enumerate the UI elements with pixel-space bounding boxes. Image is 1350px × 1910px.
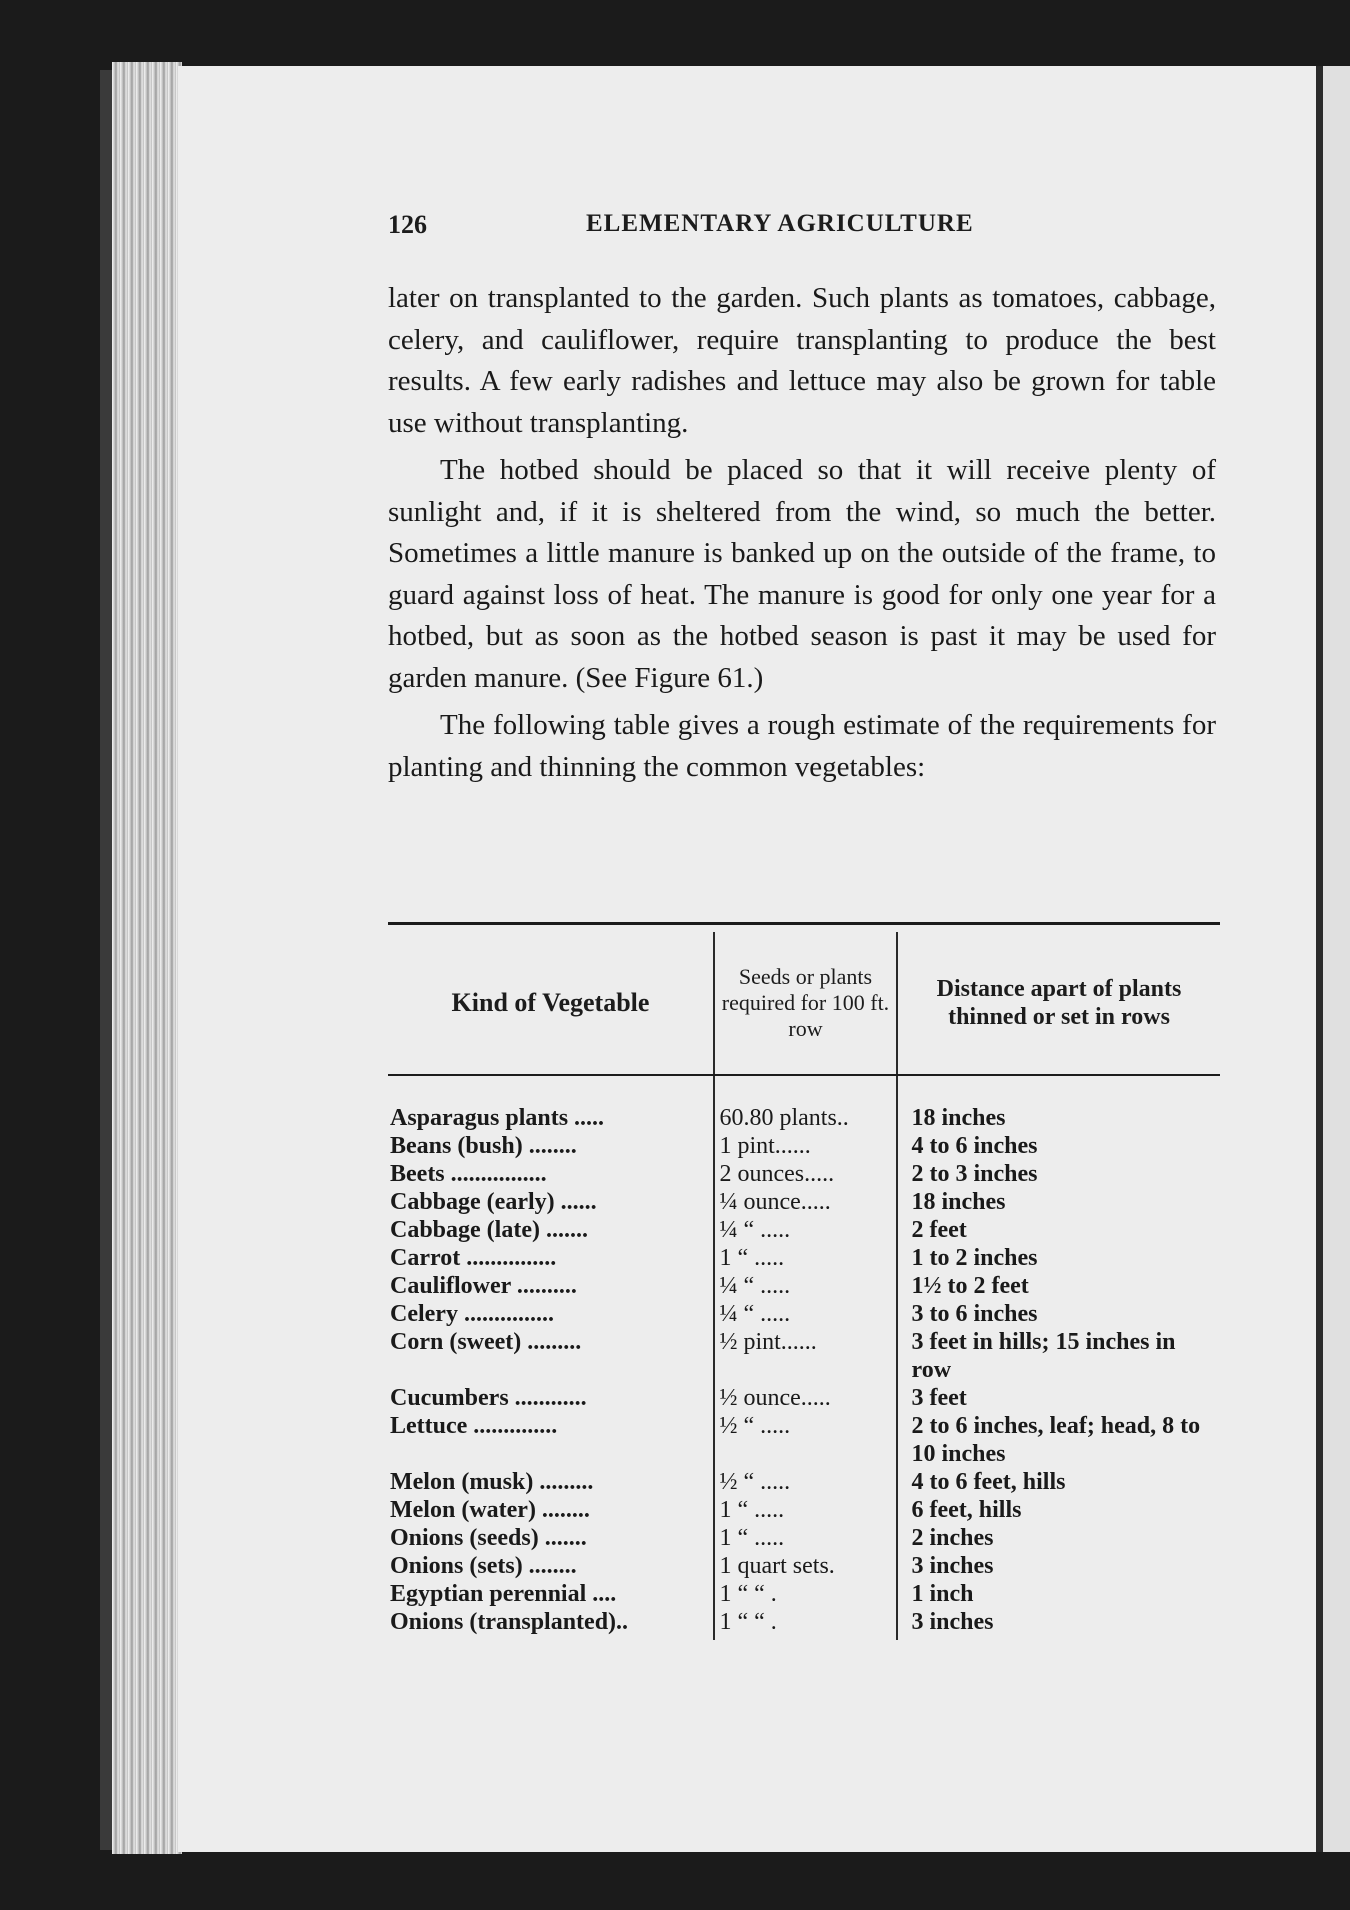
distance-apart-cell: 3 to 6 inches bbox=[911, 1301, 1038, 1327]
table-body bbox=[388, 1104, 1220, 1636]
page-header bbox=[388, 210, 1220, 250]
vegetable-name-cell: Asparagus plants ..... bbox=[390, 1105, 605, 1131]
header-distance: Distance apart of plants thinned or set in rows bbox=[936, 976, 1182, 1030]
table-row bbox=[388, 1384, 1220, 1412]
table-row bbox=[388, 1496, 1220, 1524]
header-kind: Kind of Vegetable bbox=[451, 988, 650, 1017]
table-top-rule bbox=[388, 922, 1220, 925]
vegetable-name-cell: Celery ............... bbox=[390, 1301, 554, 1327]
vegetable-name-cell: Onions (sets) ........ bbox=[390, 1553, 577, 1579]
distance-apart-cell: 6 feet, hills bbox=[911, 1497, 1022, 1523]
paragraph-2: The hotbed should be placed so that it will receive plenty of sunlight and, if it is sheltered from the wind, so much the better. Sometimes a little manure is banked up on the outside of the frame, to guard against loss of heat. The manure is good for only one year for a hotbed, but as soon as the hotbed season is past it may be used for garden manure. (See Figure 61.) bbox=[388, 454, 1216, 694]
distance-apart-cell: 4 to 6 feet, hills bbox=[911, 1469, 1066, 1495]
distance-apart-cell: 2 inches bbox=[911, 1525, 994, 1551]
page-edges bbox=[112, 62, 182, 1854]
table-row bbox=[388, 1244, 1220, 1272]
vegetable-name-cell: Beans (bush) ........ bbox=[390, 1133, 577, 1159]
vegetable-name-cell: Melon (water) ........ bbox=[390, 1497, 590, 1523]
seeds-required-cell: 1 “ ..... bbox=[719, 1245, 785, 1271]
seeds-required-cell: 1 “ “ . bbox=[719, 1581, 777, 1607]
distance-apart-cell: 3 inches bbox=[911, 1553, 994, 1579]
vegetable-name-cell: Beets ................ bbox=[390, 1161, 547, 1187]
table-row bbox=[388, 1552, 1220, 1580]
distance-apart-cell: 2 to 6 inches, leaf; head, 8 to 10 inches bbox=[911, 1413, 1201, 1467]
page-number: 126 bbox=[388, 210, 427, 239]
distance-apart-cell: 3 feet in hills; 15 inches in row bbox=[911, 1329, 1176, 1383]
distance-apart-cell: 2 to 3 inches bbox=[911, 1161, 1038, 1187]
seeds-required-cell: 1 pint...... bbox=[719, 1133, 811, 1159]
table-row bbox=[388, 1272, 1220, 1300]
body-text bbox=[388, 278, 1216, 794]
vegetable-name-cell: Cucumbers ............ bbox=[390, 1385, 587, 1411]
distance-apart-cell: 4 to 6 inches bbox=[911, 1133, 1038, 1159]
paragraph-3: The following table gives a rough estimate of the requirements for planting and thinning the common vegetables: bbox=[388, 709, 1216, 783]
table-row bbox=[388, 1328, 1220, 1384]
vegetable-table bbox=[388, 922, 1220, 1648]
seeds-required-cell: ¼ “ ..... bbox=[719, 1273, 791, 1299]
table-row bbox=[388, 1188, 1220, 1216]
seeds-required-cell: ½ “ ..... bbox=[719, 1413, 791, 1439]
table-row bbox=[388, 1132, 1220, 1160]
seeds-required-cell: 1 “ ..... bbox=[719, 1525, 785, 1551]
table-row bbox=[388, 1580, 1220, 1608]
vegetable-name-cell: Egyptian perennial .... bbox=[390, 1581, 617, 1607]
distance-apart-cell: 18 inches bbox=[911, 1189, 1006, 1215]
distance-apart-cell: 1 inch bbox=[911, 1581, 974, 1607]
running-title: ELEMENTARY AGRICULTURE bbox=[586, 210, 974, 237]
header-seeds: Seeds or plants required for 100 ft. row bbox=[721, 964, 890, 1041]
table-row bbox=[388, 1524, 1220, 1552]
seeds-required-cell: ½ ounce..... bbox=[719, 1385, 831, 1411]
seeds-required-cell: ¼ ounce..... bbox=[719, 1189, 831, 1215]
seeds-required-cell: ½ “ ..... bbox=[719, 1469, 791, 1495]
vegetable-name-cell: Cauliflower .......... bbox=[390, 1273, 577, 1299]
seeds-required-cell: 1 “ “ . bbox=[719, 1609, 777, 1635]
table-row bbox=[388, 1608, 1220, 1636]
table-row bbox=[388, 1216, 1220, 1244]
table-row bbox=[388, 1468, 1220, 1496]
table-row bbox=[388, 1300, 1220, 1328]
distance-apart-cell: 18 inches bbox=[911, 1105, 1006, 1131]
vegetable-name-cell: Carrot ............... bbox=[390, 1245, 557, 1271]
table-row bbox=[388, 1412, 1220, 1468]
table-row bbox=[388, 1104, 1220, 1132]
distance-apart-cell: 1½ to 2 feet bbox=[911, 1273, 1029, 1299]
facing-page-edge bbox=[1323, 66, 1350, 1852]
vegetable-name-cell: Lettuce .............. bbox=[390, 1413, 558, 1439]
vegetable-name-cell: Cabbage (early) ...... bbox=[390, 1189, 597, 1215]
paragraph-1: later on transplanted to the garden. Such plants as tomatoes, cabbage, celery, and cauliflower, require transplanting to produce the best results. A few early radishes and lettuce may also be grown for table use without transplanting. bbox=[388, 282, 1216, 439]
vegetable-name-cell: Cabbage (late) ....... bbox=[390, 1217, 588, 1243]
vegetable-name-cell: Onions (seeds) ....... bbox=[390, 1525, 587, 1551]
seeds-required-cell: ½ pint...... bbox=[719, 1329, 817, 1355]
vegetable-name-cell: Corn (sweet) ......... bbox=[390, 1329, 582, 1355]
seeds-required-cell: 60.80 plants.. bbox=[719, 1105, 849, 1131]
table-header-rule bbox=[388, 1074, 1220, 1076]
vegetable-name-cell: Melon (musk) ......... bbox=[390, 1469, 594, 1495]
table-row bbox=[388, 1160, 1220, 1188]
seeds-required-cell: 1 “ ..... bbox=[719, 1497, 785, 1523]
seeds-required-cell: ¼ “ ..... bbox=[719, 1301, 791, 1327]
distance-apart-cell: 2 feet bbox=[911, 1217, 967, 1243]
seeds-required-cell: 2 ounces..... bbox=[719, 1161, 835, 1187]
vegetable-name-cell: Onions (transplanted).. bbox=[390, 1609, 629, 1635]
distance-apart-cell: 3 feet bbox=[911, 1385, 967, 1411]
distance-apart-cell: 3 inches bbox=[911, 1609, 994, 1635]
seeds-required-cell: 1 quart sets. bbox=[719, 1553, 835, 1579]
seeds-required-cell: ¼ “ ..... bbox=[719, 1217, 791, 1243]
distance-apart-cell: 1 to 2 inches bbox=[911, 1245, 1038, 1271]
